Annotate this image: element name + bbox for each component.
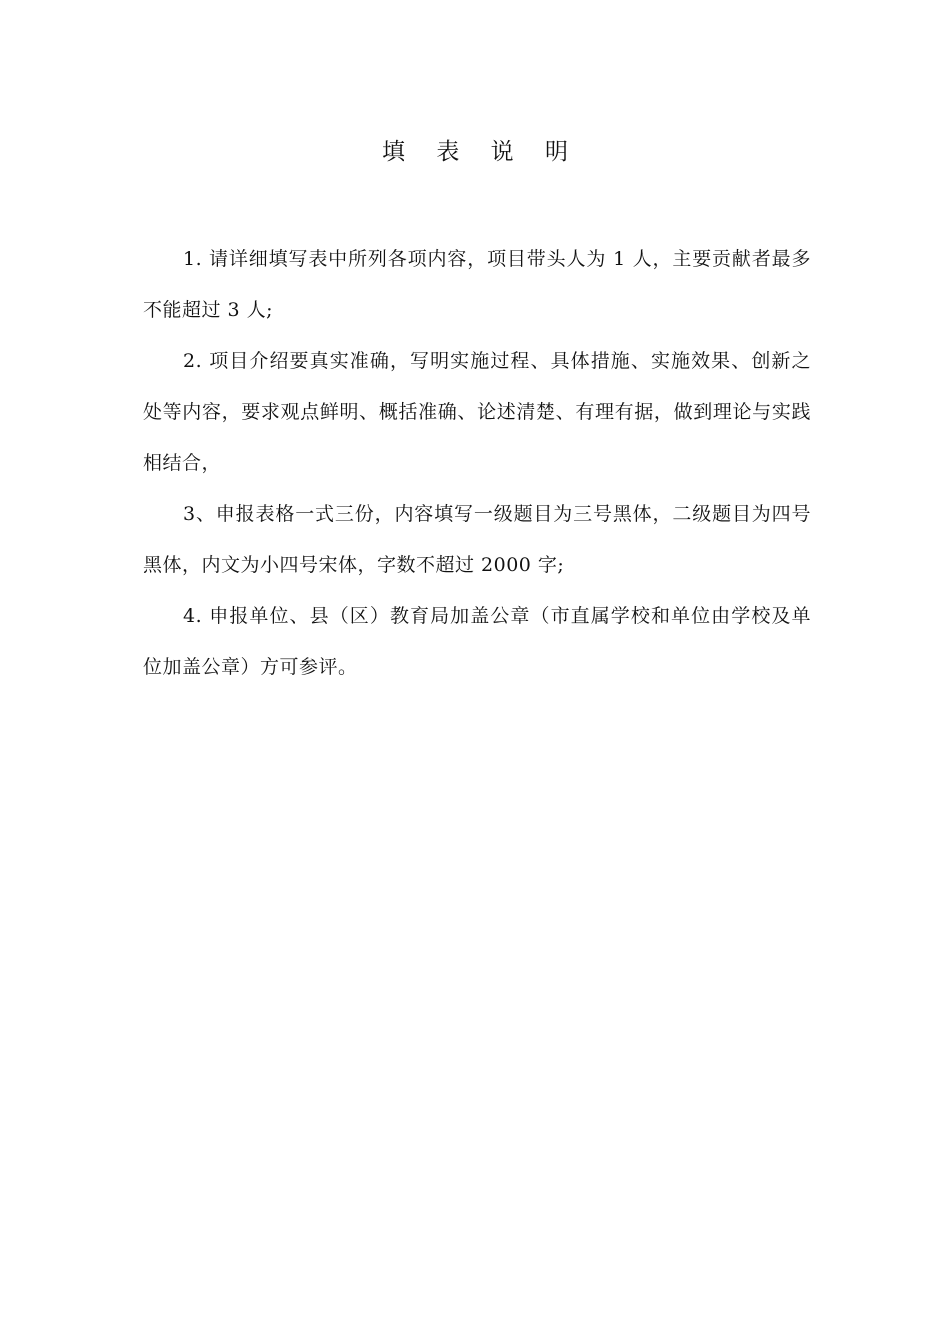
instructions-list [143,234,811,693]
instruction-item-4: 4. 申报单位、县（区）教育局加盖公章（市直属学校和单位由学校及单位加盖公章）方可参评。 [143,605,811,678]
page-title: 填 表 说 明 [382,139,580,165]
instruction-item-3: 3、申报表格一式三份，内容填写一级题目为三号黑体，二级题目为四号黑体，内文为小四号宋体，字数不超过 2000 字; [143,503,811,576]
instruction-item-1: 1. 请详细填写表中所列各项内容，项目带头人为 1 人，主要贡献者最多不能超过 3 人; [143,248,811,321]
instruction-item-2: 2. 项目介绍要真实准确，写明实施过程、具体措施、实施效果、创新之处等内容，要求观点鲜明、概括准确、论述清楚、有理有据，做到理论与实践相结合， [143,350,811,474]
